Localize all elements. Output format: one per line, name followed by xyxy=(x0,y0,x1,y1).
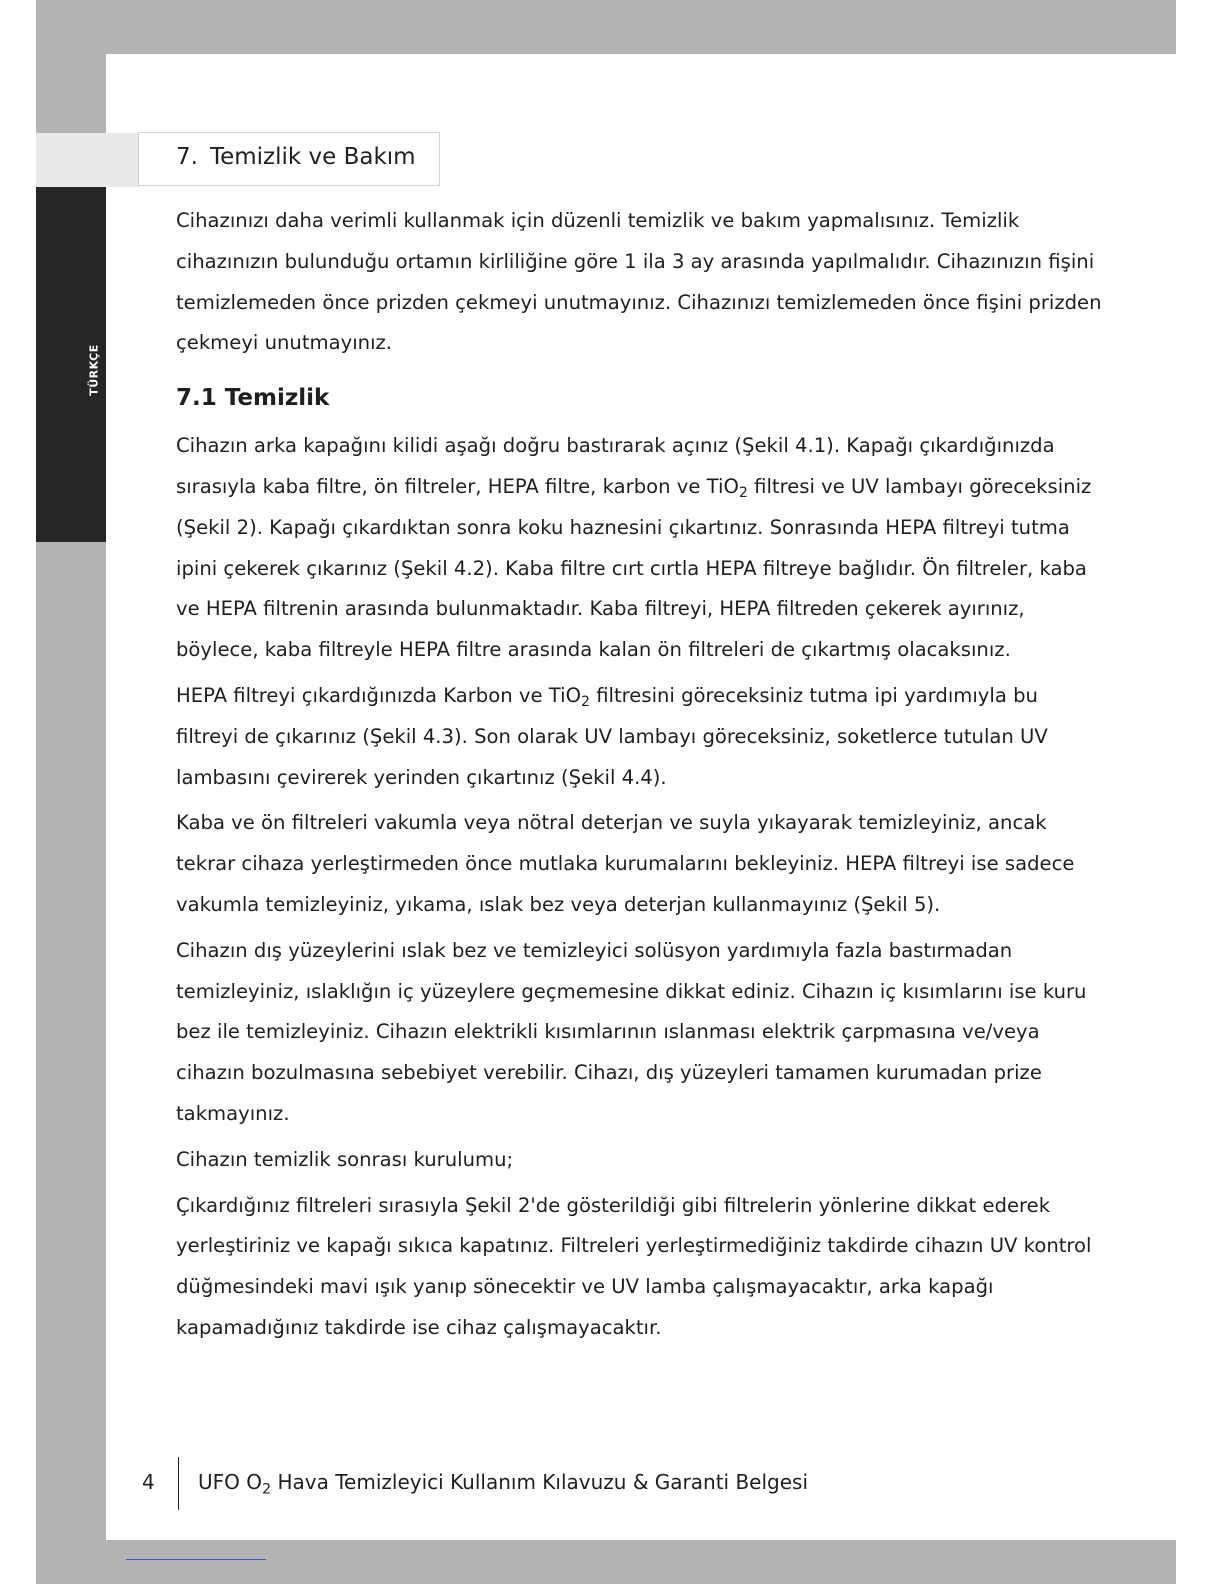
section-title-text: Temizlik ve Bakım xyxy=(209,144,416,170)
subscript: 2 xyxy=(581,694,590,711)
section-header-band xyxy=(36,133,139,187)
section-title xyxy=(176,142,416,172)
paragraph-cover-removal xyxy=(176,426,1104,671)
page-frame-top xyxy=(36,0,1176,54)
footer-title-subscript: 2 xyxy=(261,1481,272,1498)
footer-divider xyxy=(178,1457,179,1510)
text-segment: filtresi ve UV lambayı göreceksiniz (Şekil 2). Kapağı çıkardıktan sonra koku haznesini çıkartınız. Sonrasında HEPA filtreyi tutma ipini çekerek çıkarınız (Şekil 4.2). Kaba filtre cırt cırtla HEPA filtreye bağlıdır. Ön filtreler, kaba ve HEPA filtrenin arasında bulunmaktadır. Kaba filtreyi, HEPA filtreden çekerek ayırınız, böylece, kaba filtreyle HEPA filtre arasında kalan ön filtreleri de çıkartmış olacaksınız. xyxy=(176,474,1092,662)
page-frame-bottom xyxy=(36,1540,1176,1584)
main-content xyxy=(176,201,1104,1354)
section-number: 7. xyxy=(176,144,198,170)
page-number: 4 xyxy=(142,1470,155,1494)
text-segment: Cihazın arka kapağını kilidi aşağı doğru bastırarak açınız (Şekil 4.1). Kapağı çıkardığınızda sırasıyla kaba filtre, ön filtreler, HEPA filtre, karbon ve TiO xyxy=(176,434,1055,498)
paragraph-setup-heading: Cihazın temizlik sonrası kurulumu; xyxy=(176,1147,514,1171)
paragraph-surface-cleaning: Cihazın dış yüzeylerini ıslak bez ve temizleyici solüsyon yardımıyla fazla bastırmadan temizleyiniz, ıslaklığın iç yüzeylere geçmemesine dikkat ediniz. Cihazın iç kısımlarını ise kuru bez ile temizleyiniz. Cihazın elektrikli kısımlarının ıslanması elektrik çarpmasına ve/veya cihazın bozulmasına sebebiyet verebilir. Cihazı, dış yüzeyleri tamamen kurumadan prize takmayınız. xyxy=(176,938,1087,1125)
footer-title-post: Hava Temizleyici Kullanım Kılavuzu & Garanti Belgesi xyxy=(271,1470,809,1494)
footer-title xyxy=(198,1470,809,1498)
subsection-title: 7.1 Temizlik xyxy=(176,385,330,412)
subscript: 2 xyxy=(738,485,748,502)
footer-title-pre: UFO O xyxy=(198,1470,262,1494)
intro-paragraph: Cihazınızı daha verimli kullanmak için düzenli temizlik ve bakım yapmalısınız. Temizlik cihazınızın bulunduğu ortamın kirliliğine göre 1 ila 3 ay arasında yapılmalıdır. Cihazınızın fişini temizlemeden önce prizden çekmeyi unutmayınız. Cihazınızı temizlemeden önce fişini prizden çekmeyi unutmayınız. xyxy=(176,209,1102,355)
paragraph-filter-washing: Kaba ve ön filtreleri vakumla veya nötral deterjan ve suyla yıkayarak temizleyiniz, ancak tekrar cihaza yerleştirmeden önce mutlaka kurumalarını bekleyiniz. HEPA filtreyi ise sadece vakumla temizleyiniz, yıkama, ıslak bez veya deterjan kullanmayınız (Şekil 5). xyxy=(176,811,1075,916)
text-segment: HEPA filtreyi çıkardığınızda Karbon ve TiO xyxy=(176,683,581,707)
paragraph-carbon-filter xyxy=(176,676,1104,798)
text-segment: filtresini göreceksiniz tutma ipi yardımıyla bu filtreyi de çıkarınız (Şekil 4.3). Son olarak UV lambayı göreceksiniz, soketlerce tutulan UV lambasını çevirerek yerinden çıkartınız (Şekil 4.4). xyxy=(176,683,1048,789)
paragraph-reinstall: Çıkardığınız filtreleri sırasıyla Şekil 2'de gösterildiği gibi filtrelerin yönlerine dikkat ederek yerleştiriniz ve kapağı sıkıca kapatınız. Filtreleri yerleştirmediğiniz takdirde cihazın UV kontrol düğmesindeki mavi ışık yanıp sönecektir ve UV lamba çalışmayacaktır, arka kapağı kapamadığınız takdirde ise cihaz çalışmayacaktır. xyxy=(176,1193,1092,1339)
link-underline xyxy=(126,1559,266,1560)
language-label: TÜRKÇE xyxy=(87,344,101,396)
